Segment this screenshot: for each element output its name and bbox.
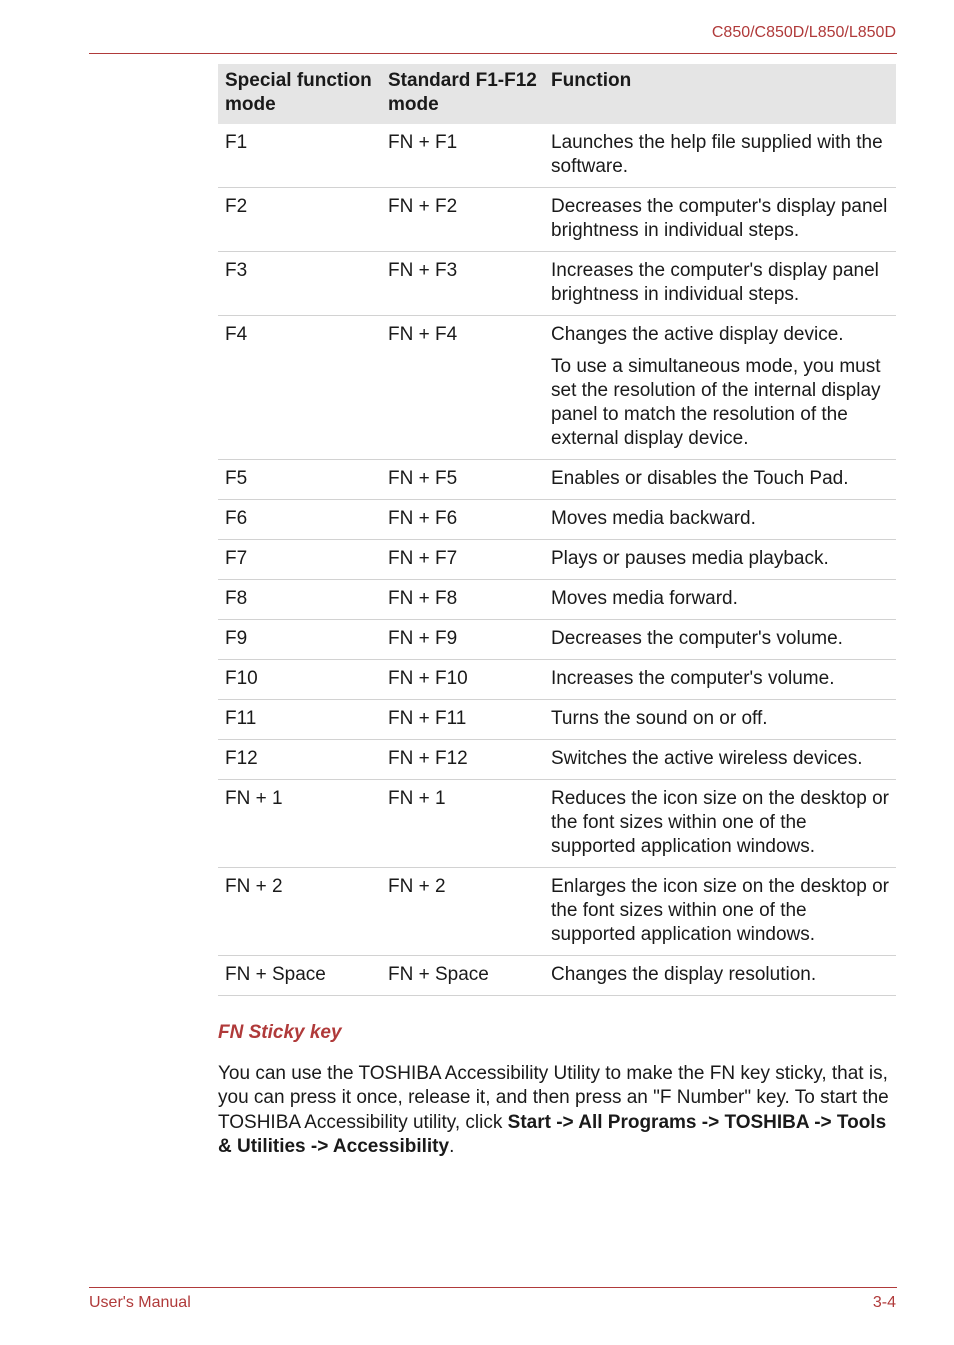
function-description-cell xyxy=(544,740,896,780)
standard-mode-cell: FN + 2 xyxy=(381,868,544,956)
function-description-text: Changes the display resolution. xyxy=(551,964,817,985)
table-row xyxy=(218,620,896,660)
standard-mode-cell: FN + F2 xyxy=(381,188,544,252)
special-function-cell: F8 xyxy=(218,580,381,620)
function-description-text: Plays or pauses media playback. xyxy=(551,548,829,569)
table-row xyxy=(218,540,896,580)
menu-path: Start -> All Programs -> TOSHIBA -> Tools & Utilities -> Accessibility xyxy=(218,1111,887,1157)
standard-mode-cell: FN + F11 xyxy=(381,700,544,740)
special-function-cell: F3 xyxy=(218,252,381,316)
special-function-cell: F5 xyxy=(218,460,381,500)
section-heading: FN Sticky key xyxy=(218,1022,342,1043)
table-row xyxy=(218,780,896,868)
function-description-text: Turns the sound on or off. xyxy=(551,708,768,729)
table-row xyxy=(218,580,896,620)
standard-mode-cell: FN + 1 xyxy=(381,780,544,868)
special-function-cell: F12 xyxy=(218,740,381,780)
special-function-cell: F4 xyxy=(218,316,381,460)
special-function-cell: F11 xyxy=(218,700,381,740)
body-text: You can use the TOSHIBA Accessibility Utility to make the FN key sticky, that is, you can press it once, release it, and then press an "F Number" key. To start the TOSHIBA Accessibility utility, click xyxy=(218,1063,889,1133)
standard-mode-cell: FN + F4 xyxy=(381,316,544,460)
table-row xyxy=(218,700,896,740)
table-row xyxy=(218,188,896,252)
special-function-cell: F2 xyxy=(218,188,381,252)
standard-mode-cell: FN + F10 xyxy=(381,660,544,700)
function-description-text: Decreases the computer's volume. xyxy=(551,628,843,649)
function-description-cell xyxy=(544,660,896,700)
function-description-cell xyxy=(544,580,896,620)
standard-mode-cell: FN + F3 xyxy=(381,252,544,316)
column-header-function: Function xyxy=(544,64,896,124)
function-description-cell xyxy=(544,188,896,252)
special-function-cell: F7 xyxy=(218,540,381,580)
table-row xyxy=(218,124,896,188)
standard-mode-cell: FN + Space xyxy=(381,956,544,996)
table-row xyxy=(218,252,896,316)
table-row xyxy=(218,868,896,956)
standard-mode-cell: FN + F5 xyxy=(381,460,544,500)
table-body xyxy=(218,124,896,996)
function-description-text: Changes the active display device. xyxy=(551,324,844,345)
special-function-cell: FN + 2 xyxy=(218,868,381,956)
function-description-text: Enlarges the icon size on the desktop or the font sizes within one of the supported application windows. xyxy=(551,876,889,945)
standard-mode-cell: FN + F12 xyxy=(381,740,544,780)
special-function-cell: F9 xyxy=(218,620,381,660)
function-description-cell xyxy=(544,316,896,460)
function-description-cell xyxy=(544,700,896,740)
table-row xyxy=(218,956,896,996)
function-description-text: Increases the computer's volume. xyxy=(551,668,835,689)
special-function-cell: FN + Space xyxy=(218,956,381,996)
standard-mode-cell: FN + F6 xyxy=(381,500,544,540)
table-row xyxy=(218,316,896,460)
function-description-cell xyxy=(544,540,896,580)
function-description-text: Moves media forward. xyxy=(551,588,738,609)
table-row xyxy=(218,500,896,540)
special-function-cell: FN + 1 xyxy=(218,780,381,868)
function-description-text: Moves media backward. xyxy=(551,508,756,529)
standard-mode-cell: FN + F1 xyxy=(381,124,544,188)
table-row xyxy=(218,740,896,780)
function-description-text: Reduces the icon size on the desktop or the font sizes within one of the supported application windows. xyxy=(551,788,889,857)
column-header-special: Special function mode xyxy=(218,64,381,124)
footer-page-number: 3-4 xyxy=(872,1294,896,1311)
function-key-table xyxy=(218,64,896,996)
function-description-cell xyxy=(544,868,896,956)
standard-mode-cell: FN + F9 xyxy=(381,620,544,660)
table-row xyxy=(218,460,896,500)
function-description-cell xyxy=(544,124,896,188)
function-description-text: Decreases the computer's display panel brightness in individual steps. xyxy=(551,196,888,241)
function-description-text: Increases the computer's display panel brightness in individual steps. xyxy=(551,260,879,305)
function-description-text: Switches the active wireless devices. xyxy=(551,748,863,769)
body-end: . xyxy=(449,1135,455,1157)
special-function-cell: F6 xyxy=(218,500,381,540)
standard-mode-cell: FN + F7 xyxy=(381,540,544,580)
table-row xyxy=(218,660,896,700)
function-description-cell xyxy=(544,620,896,660)
table-header-row xyxy=(218,64,896,124)
page-header-model: C850/C850D/L850/L850D xyxy=(711,24,896,41)
footer-manual-title: User's Manual xyxy=(89,1294,191,1311)
function-description-text: Launches the help file supplied with the software. xyxy=(551,132,883,177)
special-function-cell: F1 xyxy=(218,124,381,188)
column-header-standard: Standard F1-F12 mode xyxy=(381,64,544,124)
standard-mode-cell: FN + F8 xyxy=(381,580,544,620)
function-description-cell xyxy=(544,780,896,868)
function-description-cell xyxy=(544,252,896,316)
function-description-cell xyxy=(544,956,896,996)
body-paragraph xyxy=(218,1062,898,1159)
footer-divider xyxy=(89,1287,897,1288)
function-description-cell xyxy=(544,500,896,540)
function-description-text: Enables or disables the Touch Pad. xyxy=(551,468,849,489)
header-divider xyxy=(89,53,897,54)
function-description-text: To use a simultaneous mode, you must set the resolution of the internal display panel to match the resolution of the external display device. xyxy=(551,356,881,449)
special-function-cell: F10 xyxy=(218,660,381,700)
function-description-cell xyxy=(544,460,896,500)
